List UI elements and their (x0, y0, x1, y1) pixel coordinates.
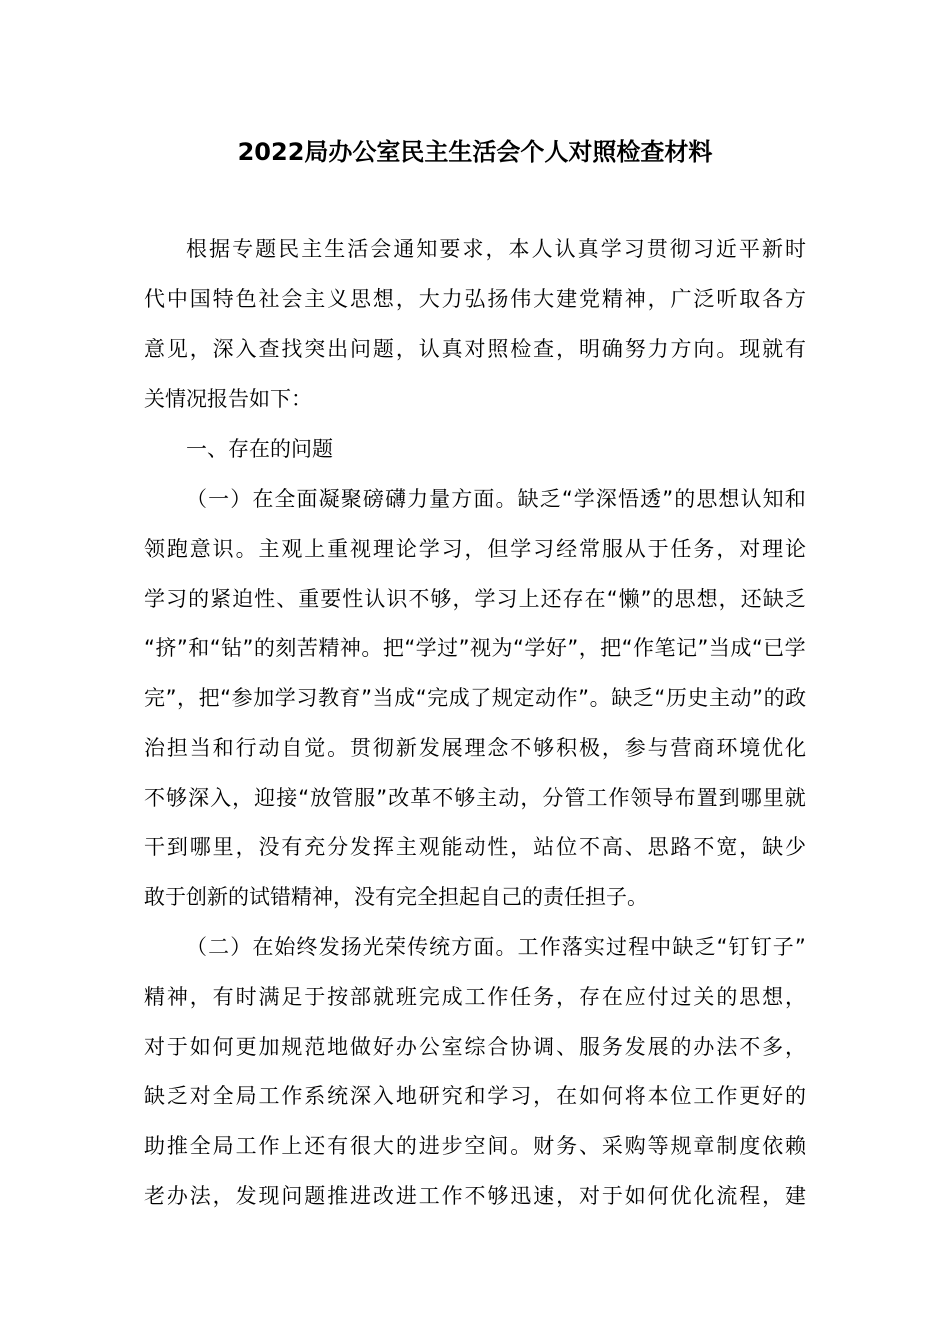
document-title: 2022局办公室民主生活会个人对照检查材料 (237, 138, 713, 166)
paragraph-line: 老办法，发现问题推进改进工作不够迅速，对于如何优化流程，建 (144, 1184, 808, 1208)
paragraph-line: 学习的紧迫性、重要性认识不够，学习上还存在“懒”的思想，还缺乏 (144, 587, 807, 611)
paragraph-line: （一）在全面凝聚磅礴力量方面。缺乏“学深悟透”的思想认知和 (186, 487, 807, 511)
paragraph-line: “挤”和“钻”的刻苦精神。把“学过”视为“学好”，把“作笔记”当成“已学 (144, 636, 807, 660)
paragraph-line: 精神，有时满足于按部就班完成工作任务，存在应付过关的思想， (144, 985, 808, 1009)
paragraph-line: 意见，深入查找突出问题，认真对照检查，明确努力方向。现就有 (144, 337, 808, 361)
section-heading: 一、存在的问题 (186, 437, 333, 461)
paragraph-line: 完”，把“参加学习教育”当成“完成了规定动作”。缺乏“历史主动”的政 (144, 686, 807, 710)
paragraph-line: 领跑意识。主观上重视理论学习，但学习经常服从于任务，对理论 (144, 537, 808, 561)
paragraph-line: 代中国特色社会主义思想，大力弘扬伟大建党精神，广泛听取各方 (144, 287, 808, 311)
paragraph-line: 助推全局工作上还有很大的进步空间。财务、采购等规章制度依赖 (144, 1134, 808, 1158)
paragraph-line: （二）在始终发扬光荣传统方面。工作落实过程中缺乏“钉钉子” (186, 935, 807, 959)
paragraph-line: 对于如何更加规范地做好办公室综合协调、服务发展的办法不多， (144, 1035, 808, 1059)
paragraph-line: 缺乏对全局工作系统深入地研究和学习，在如何将本位工作更好的 (144, 1084, 808, 1108)
paragraph-line: 根据专题民主生活会通知要求，本人认真学习贯彻习近平新时 (186, 237, 809, 261)
paragraph-line: 治担当和行动自觉。贯彻新发展理念不够积极，参与营商环境优化 (144, 736, 808, 760)
paragraph-line: 干到哪里，没有充分发挥主观能动性，站位不高、思路不宽，缺少 (144, 835, 808, 859)
paragraph-line: 不够深入，迎接“放管服”改革不够主动，分管工作领导布置到哪里就 (144, 786, 807, 810)
paragraph-line: 关情况报告如下： (144, 387, 312, 411)
paragraph-line: 敢于创新的试错精神，没有完全担起自己的责任担子。 (144, 885, 648, 909)
